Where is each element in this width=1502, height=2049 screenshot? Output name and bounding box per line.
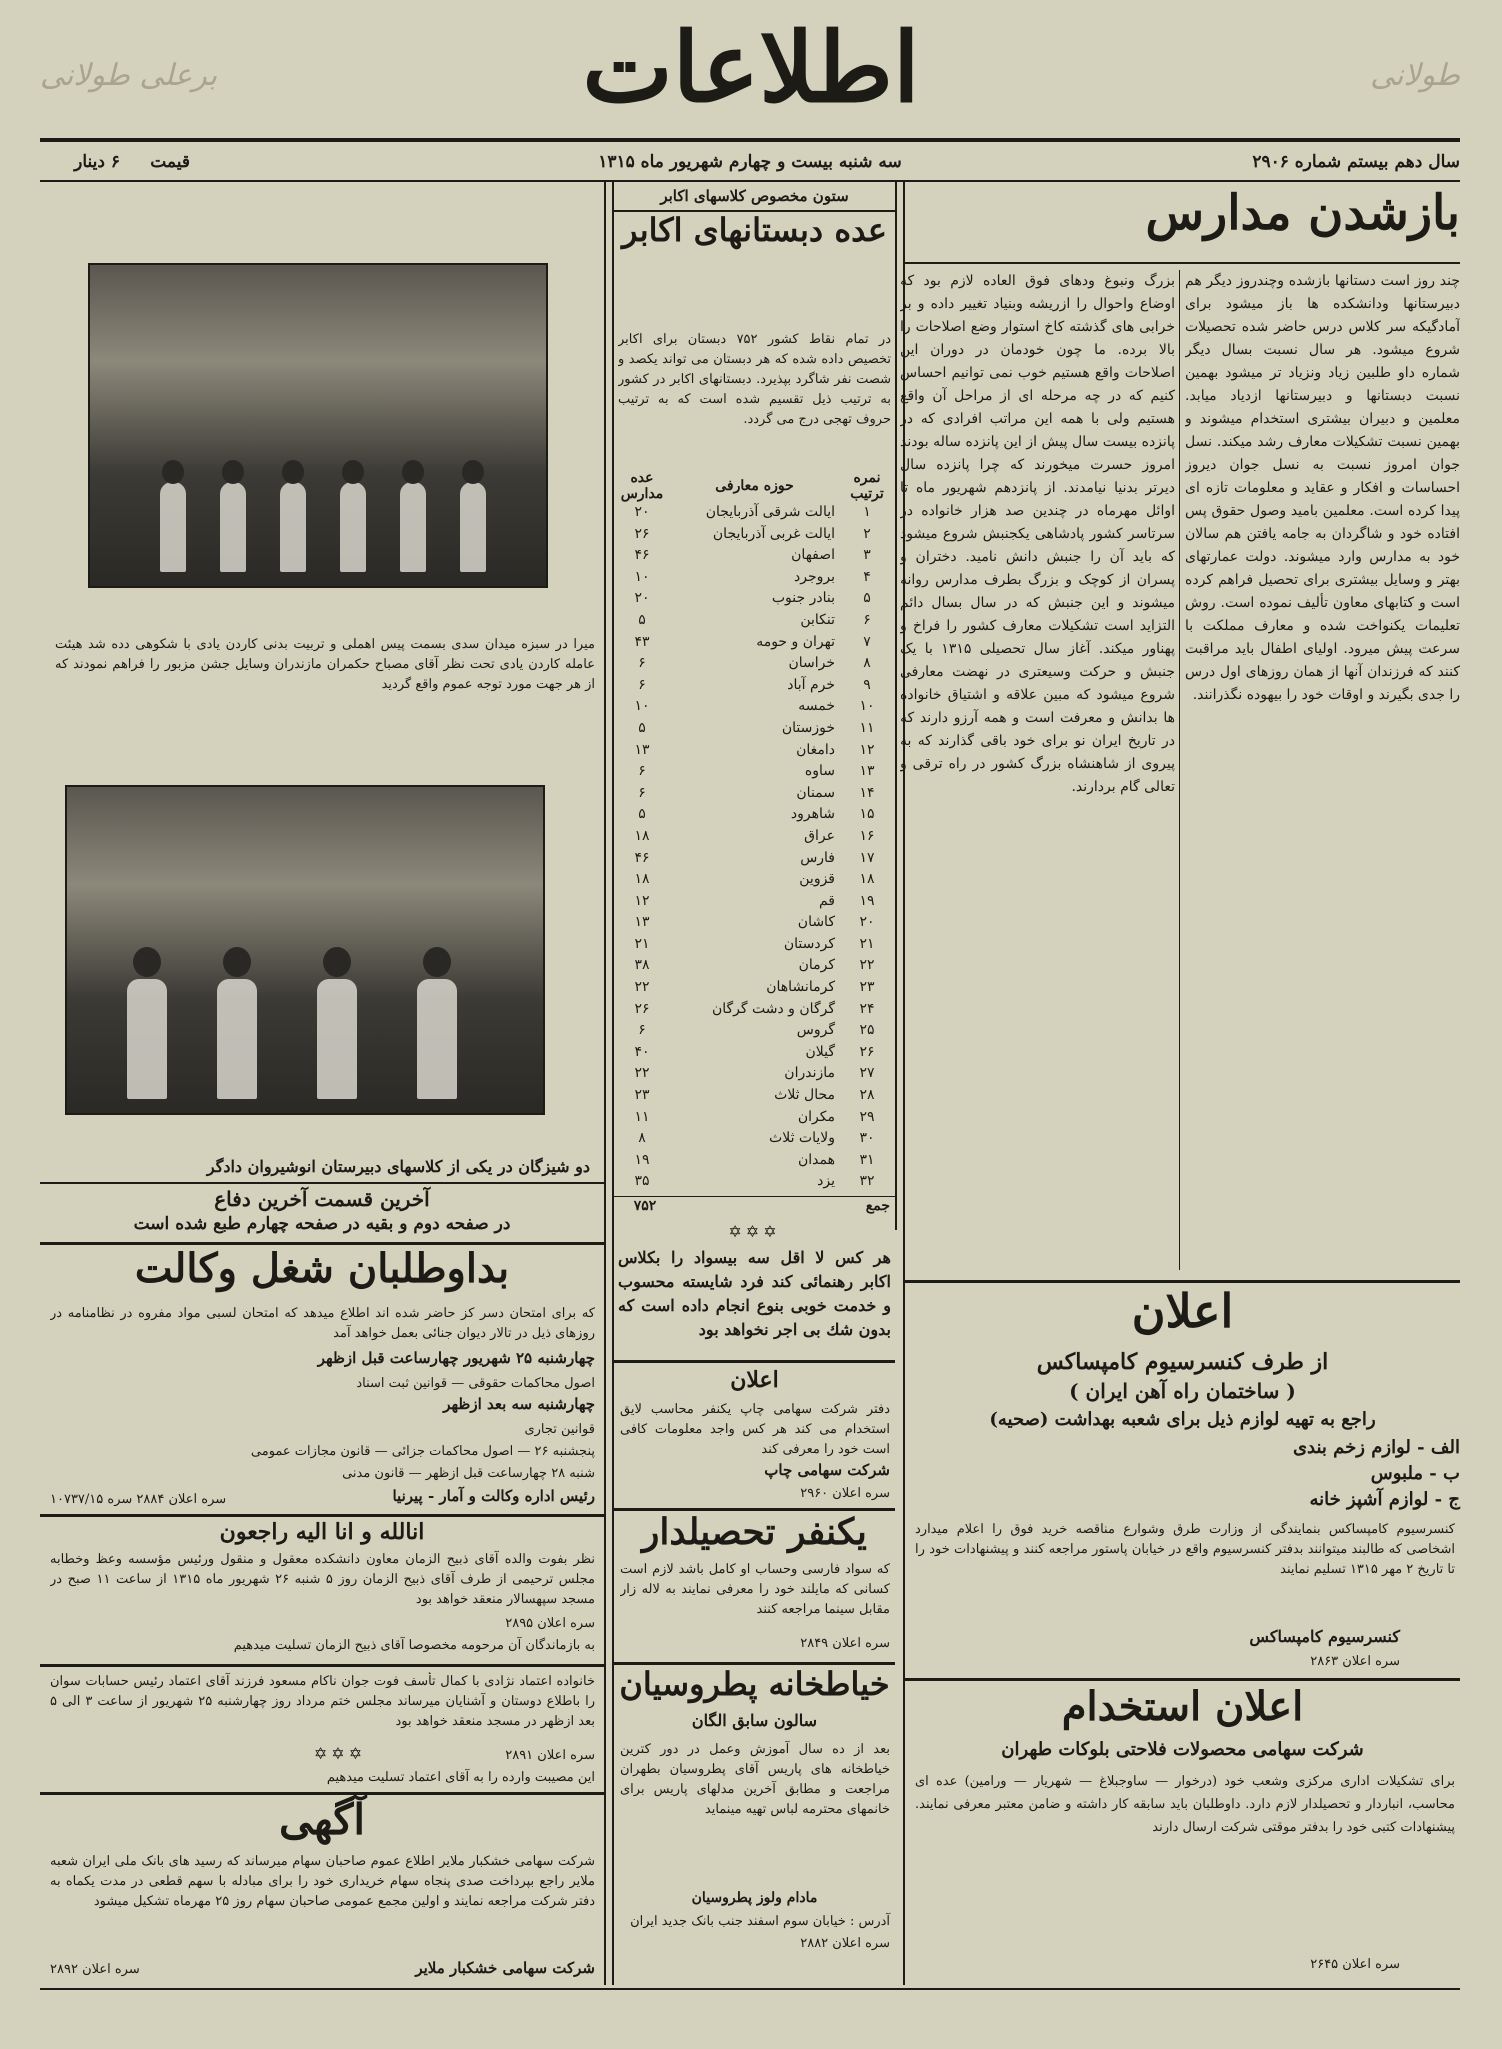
notice-signature: شرکت سهامی خشکبار ملایر bbox=[415, 1959, 595, 1977]
table-total-value: ۷۵۲ bbox=[633, 1198, 657, 1214]
row-number: ۲۸ bbox=[859, 1087, 875, 1104]
row-district: فارس bbox=[800, 849, 835, 866]
table-total-label: جمع bbox=[865, 1198, 890, 1214]
consortium-headline: اعلان bbox=[1131, 1284, 1234, 1338]
row-count: ۵ bbox=[638, 719, 646, 736]
table-row bbox=[614, 999, 895, 1021]
classes-headline: عده دبستانهای اکابر bbox=[622, 211, 887, 249]
tailor-headline: خیاطخانه پطروسیان bbox=[619, 1665, 890, 1703]
row-count: ۲۶ bbox=[634, 1000, 650, 1017]
table-row bbox=[614, 740, 895, 762]
law-line-1: چهارشنبه ۲۵ شهریور چهارساعت قبل ازظهر bbox=[317, 1349, 595, 1367]
row-number: ۱۵ bbox=[859, 806, 875, 823]
row-count: ۱۰ bbox=[634, 698, 650, 715]
tailor-text: بعد از ده سال آموزش وعمل در دور کترین خیاطخانه های پاریس آقای پطروسیان بطهران مراجعت و مطابق آخرین مدلهای پاریس برای خانمهای محترمه لباس تهیه مینماید bbox=[620, 1742, 890, 1817]
table-row bbox=[614, 1171, 895, 1193]
classes-stars: ✡✡✡ bbox=[728, 1222, 781, 1241]
consortium-ref: سره اعلان ۲۸۶۳ bbox=[1310, 1654, 1400, 1669]
row-number: ۲۲ bbox=[859, 957, 875, 974]
law-line-3: چهارشنبه سه بعد ازظهر bbox=[443, 1395, 595, 1413]
row-district: تنکابن bbox=[800, 611, 835, 628]
tailor-ref: سره اعلان ۲۸۸۲ bbox=[800, 1936, 890, 1951]
row-district: ایالت شرقی آذربایجان bbox=[705, 504, 835, 520]
row-number: ۱ bbox=[863, 504, 871, 520]
table-row bbox=[614, 1042, 895, 1064]
row-number: ۷ bbox=[863, 633, 871, 650]
row-district: ولایات ثلاث bbox=[769, 1130, 835, 1147]
law-line-5: پنجشنبه ۲۶ — اصول محاکمات جزائی — قانون مجازات عمومی bbox=[250, 1444, 595, 1459]
notice-text: شرکت سهامی خشکبار ملایر اطلاع عموم صاحبان سهام میرساند که رسید های بانک ملی ایران شعبه ملایر راجع بپرداخت صدی پنجاه سهام خریداری خود را برای مبادله با سهم قطعی در مدت یکماه به دفتر شرکت مراجعه نمایند و اولین مجمع عمومی صاحبان سهام روز ۲۵ مهرماه تشکیل میشود bbox=[50, 1854, 595, 1909]
printing-ref: سره اعلان ۲۹۶۰ bbox=[800, 1486, 890, 1501]
row-district: قزوین bbox=[799, 871, 835, 888]
row-count: ۱۸ bbox=[634, 827, 650, 844]
consortium-signature: کنسرسیوم کامپساکس bbox=[1249, 1627, 1400, 1646]
row-district: گیلان bbox=[805, 1043, 835, 1060]
masthead-ghost-left: برعلی طولانی bbox=[40, 58, 218, 93]
table-row bbox=[614, 653, 895, 675]
employment-ref: سره اعلان ۲۶۴۵ bbox=[1310, 1957, 1400, 1972]
row-count: ۲۲ bbox=[634, 1065, 650, 1082]
table-row bbox=[614, 891, 895, 913]
row-number: ۹ bbox=[863, 676, 871, 693]
row-district: قم bbox=[818, 892, 835, 909]
row-district: ایالت غربی آذربایجان bbox=[712, 525, 835, 542]
masthead-title: اطلاعات bbox=[582, 11, 920, 124]
row-number: ۲۱ bbox=[859, 935, 875, 952]
table-row bbox=[614, 869, 895, 891]
table-row bbox=[614, 783, 895, 805]
table-row bbox=[614, 826, 895, 848]
row-count: ۴۰ bbox=[634, 1043, 650, 1060]
table-row bbox=[614, 675, 895, 697]
classes-kicker: ستون مخصوص کلاسهای اکابر bbox=[660, 187, 849, 205]
row-district: ساوه bbox=[804, 763, 835, 780]
consortium-item-2: ب - ملبوس bbox=[1370, 1463, 1460, 1484]
row-count: ۱۰ bbox=[634, 568, 650, 585]
schools-headline: بازشدن مدارس bbox=[1145, 185, 1460, 241]
row-number: ۳۰ bbox=[859, 1130, 875, 1147]
row-count: ۲۱ bbox=[634, 935, 650, 952]
schools-column-right: چند روز است دستانها بازشده وچندروز دیگر هم دبیرستانها ودانشکده ها باز میشود برای آمادگیکه سر کلاس درس حاضر شده تحصیلات شروع میشود. هر سال نسبت بسال دیگر شماره داو طلبین زیاد ونزیاد تر میشود بهمین نسبت دبستانها و دبیرستانها ازدیاد میابد. معلمین و دبیران بیشتری استخدام میشوند و بهمین نسبت تشکیلات معارف رشد میکند. نسل جوان امروز نسبت به نسل جوان دیروز احساسات و افکار و عقاید و معلومات تازه ای پیدا کرده است. معلمین بامید وصول حقوق پس افتاده خود و شاگردان به جامه یافتن هم سالان خود به مدارس وارد میشوند. دولت عمارتهای بهتر و وسایل بیشتری برای تحصیل فراهم کرده است و کتابهای معاون تألیف نموده است. روش تعلیمات یکنواخت شده و معارف مملکت با سرعت پیش میرود. اولیای اطفال باید مراقبت کنند که فرزندان آنها از همان روزهای اول درس را جدی بگیرند و اوقات خود را بیهوده نگذرانند. bbox=[1185, 273, 1460, 703]
issue-date: سه شنبه بیست و چهارم شهریور ماه ۱۳۱۵ bbox=[598, 152, 902, 172]
row-count: ۳۵ bbox=[634, 1173, 650, 1190]
row-count: ۸ bbox=[638, 1130, 646, 1147]
notice-ref: سره اعلان ۲۸۹۲ bbox=[50, 1962, 140, 1977]
law-line-6: شنبه ۲۸ چهارساعت قبل ازظهر — قانون مدنی bbox=[342, 1466, 595, 1481]
classes-intro: در تمام نقاط کشور ۷۵۲ دبستان برای اکابر تخصیص داده شده که هر دبستان می تواند یکصد و شصت نفر شاگرد بپذیرد. دبستانهای اکابر در کشور به ترتیب ذیل تقسیم شده است که به ترتیب حروف تهجی درج می گردد. bbox=[618, 332, 891, 427]
row-district: سمنان bbox=[796, 784, 835, 801]
consortium-item-1: الف - لوازم زخم بندی bbox=[1292, 1437, 1460, 1458]
row-number: ۱۸ bbox=[859, 871, 875, 888]
table-row bbox=[614, 1150, 895, 1172]
collector-ref: سره اعلان ۲۸۴۹ bbox=[800, 1636, 890, 1651]
row-district: شاهرود bbox=[790, 806, 835, 823]
table-row bbox=[614, 1128, 895, 1150]
condolence-ref: سره اعلان ۲۸۹۵ bbox=[505, 1616, 595, 1631]
condolence-title: انالله و انا الیه راجعون bbox=[219, 1519, 425, 1545]
table-row bbox=[614, 524, 895, 546]
row-count: ۶ bbox=[638, 763, 646, 780]
table-row bbox=[614, 848, 895, 870]
row-district: کرمان bbox=[798, 957, 835, 974]
table-row bbox=[614, 804, 895, 826]
row-number: ۲۵ bbox=[859, 1022, 875, 1039]
row-district: خرم آباد bbox=[787, 676, 835, 693]
consortium-text: کنسرسیوم کامپساکس بنمایندگی از وزارت طرق وشوارع مناقصه خرید فوق را اعلام میدارد اشخاصی که طالبند میتوانند بدفتر کنسرسیوم واقع در خیابان پاستور مراجعه کنند و پیشنهادات خود را تا تاریخ ۲ مهر ۱۳۱۵ تسلیم نمایند bbox=[915, 1522, 1455, 1577]
row-district: خراسان bbox=[788, 655, 835, 672]
row-number: ۲ bbox=[863, 525, 871, 542]
consortium-from: از طرف کنسرسیوم کامپساکس bbox=[1036, 1349, 1329, 1375]
consortium-sub: ( ساختمان راه آهن ایران ) bbox=[1069, 1379, 1296, 1403]
table-row bbox=[614, 502, 895, 524]
row-district: بنادر جنوب bbox=[771, 590, 835, 607]
row-count: ۵ bbox=[638, 806, 646, 823]
table-row bbox=[614, 955, 895, 977]
row-number: ۱۶ bbox=[859, 827, 875, 844]
row-number: ۱۱ bbox=[859, 719, 875, 736]
family-stars: ✡✡✡ bbox=[313, 1744, 367, 1763]
employment-company: شرکت سهامی محصولات فلاحتی بلوکات طهران bbox=[1001, 1739, 1364, 1760]
row-number: ۲۹ bbox=[859, 1108, 875, 1125]
table-row bbox=[614, 761, 895, 783]
table-row bbox=[614, 696, 895, 718]
masthead-ghost-right: طولانی bbox=[1370, 58, 1460, 93]
price-value: ۶ دینار bbox=[74, 152, 120, 172]
table-row bbox=[614, 1020, 895, 1042]
row-number: ۸ bbox=[863, 655, 871, 672]
printing-text: دفتر شرکت سهامی چاپ یکنفر محاسب لایق استخدام می کند هر کس واجد معلومات کافی است خود را معرفی کند bbox=[620, 1402, 890, 1457]
row-district: مازندران bbox=[784, 1065, 835, 1082]
tailor-subtitle: سالون سابق الگان bbox=[691, 1711, 818, 1730]
family-closing: این مصیبت وارده را به آقای اعتماد تسلیت میدهیم bbox=[326, 1770, 595, 1785]
row-district: محال ثلاث bbox=[774, 1087, 835, 1104]
row-district: خوزستان bbox=[781, 719, 835, 736]
classes-closing: هر کس لا اقل سه بیسواد را بکلاس اکابر رهنمائی کند فرد شایسته محسوب و خدمت خوبی بنوع انجام داده است که بدون شك بی اجر نخواهد بود bbox=[618, 1248, 891, 1339]
row-number: ۲۰ bbox=[859, 914, 875, 931]
row-count: ۲۲ bbox=[634, 979, 650, 996]
table-row bbox=[614, 1063, 895, 1085]
row-number: ۴ bbox=[863, 568, 871, 585]
family-text: خانواده اعتماد نژادی با کمال تأسف فوت جوان ناکام مسعود فرزند آقای اعتماد رئیس حسابات سوان را باطلاع دوستان و آشنایان میرساند مجلس ختم مرداد روز چهارشنبه ۲۵ شهریور از ساعت ۳ الی ۵ بعد ازظهر در مسجد منعقد خواهد بود bbox=[50, 1674, 595, 1729]
row-count: ۶ bbox=[638, 676, 646, 693]
employment-headline: اعلان استخدام bbox=[1061, 1683, 1304, 1730]
row-count: ۱۲ bbox=[634, 892, 650, 909]
law-line-2: اصول محاکمات حقوقی — قوانین ثبت اسناد bbox=[356, 1376, 595, 1391]
row-number: ۶ bbox=[863, 611, 871, 628]
family-ref: سره اعلان ۲۸۹۱ bbox=[505, 1748, 595, 1763]
table-row bbox=[614, 977, 895, 999]
row-count: ۱۸ bbox=[634, 871, 650, 888]
table-row bbox=[614, 718, 895, 740]
employment-text: برای تشکیلات اداری مرکزی وشعب خود (درخوار — ساوجبلاغ — شهریار — ورامین) عده ای محاسب، انباردار و تحصیلدار لازم دارد. داوطلبان باید سابقه کار داشته و ضامن معتبر معرفی نمایند. پیشنهادات کتبی خود را بدفتر موقتی شرکت ارسال دارند bbox=[915, 1774, 1455, 1835]
row-number: ۱۳ bbox=[859, 763, 875, 780]
row-number: ۲۴ bbox=[859, 1000, 875, 1017]
row-number: ۱۰ bbox=[859, 698, 875, 715]
consortium-subject: راجع به تهیه لوازم ذیل برای شعبه بهداشت (صحیه) bbox=[989, 1409, 1376, 1430]
table-header-number: نمره ترتیب bbox=[850, 470, 884, 502]
row-count: ۶ bbox=[638, 1022, 646, 1039]
law-signature: رئیس اداره وکالت و آمار - پیرنیا bbox=[392, 1487, 595, 1505]
photo-schoolgirls bbox=[65, 785, 545, 1115]
row-count: ۲۰ bbox=[634, 590, 650, 607]
table-header-count: عده مدارس bbox=[620, 470, 664, 502]
defense-note-title: آخرین قسمت آخرین دفاع bbox=[214, 1187, 430, 1211]
row-district: خمسه bbox=[798, 698, 835, 715]
row-district: گروس bbox=[796, 1022, 835, 1039]
row-district: تهران و حومه bbox=[756, 633, 835, 650]
photo-garden-party bbox=[88, 263, 548, 588]
row-count: ۲۶ bbox=[634, 525, 650, 542]
row-number: ۲۷ bbox=[859, 1065, 875, 1082]
condolence-text: نظر بفوت والده آقای ذبیح الزمان معاون دانشکده معقول و منقول ورئیس مؤسسه وعظ وخطابه مجلس ترحیمی از طرف آقای ذبیح الزمان روز ۵ شنبه ۲۶ شهریور ماه ۱۳۱۵ از ساعت ۱۱ صبح در مسجد سپهسالار منعقد خواهد بود bbox=[50, 1552, 595, 1607]
table-row bbox=[614, 934, 895, 956]
row-count: ۱۳ bbox=[634, 914, 650, 931]
price-label: قیمت bbox=[150, 152, 190, 172]
row-number: ۳ bbox=[863, 547, 871, 564]
row-number: ۱۴ bbox=[859, 784, 875, 801]
row-district: دامغان bbox=[796, 741, 835, 758]
row-district: کرمانشاهان bbox=[766, 979, 835, 996]
table-row bbox=[614, 567, 895, 589]
row-count: ۱۱ bbox=[634, 1108, 650, 1125]
row-number: ۱۲ bbox=[859, 741, 875, 758]
table-row bbox=[614, 1107, 895, 1129]
schools-column-left: بزرگ ونبوغ ودهای فوق العاده لازم بود که اوضاع واحوال را ازریشه وبنیاد تغییر داده و بر خرابی های گذشته کاخ استوار وضع اصلاحات را بالا برده. ما چون خودمان در دوران این اصلاحات واقع هستیم خوب نمی توانیم احساس کنیم که در چه مرحله ای از مراحل آن واقع هستیم ولی با همه این مراتب افرادی که در پانزده بیست سال پیش از این پانزده ساله بودند امروز حسرت میخورند که چرا پانزده سال دیرتر بدنیا نیامدند. از پانزدهم شهریور ماه تا اوائل مهرماه در چندین صد هزار خانواده در سرتاسر کشور پادشاهی یکجنبش شروع میشود که باید آن را جنبش دانش نامید. دختران و پسران از کوچک و بزرگ بطرف مدارس روانه میشوند و این جنبش که در سال بسال دائم التزاید است تشکیلات معارف کشور را فراخ و پهناور میکند. آغاز سال تحصیلی ۱۳۱۵ با یک جنبش و حرکت وسیعتری در نهضت معارفی شروع میشود که مبین علاقه و اشتیاق خانواده ها بدانش و معرفت است و همه آرزو دارند که در تاریخ ایران نو برای خود باقی گذارند که به پیروی از شاهنشاه بزرگ کشور در راه ترقی و تعالی گام بردارند. bbox=[900, 273, 1175, 795]
table-row bbox=[614, 545, 895, 567]
row-count: ۲۰ bbox=[634, 504, 650, 520]
issue-number: سال دهم بیستم شماره ۲۹۰۶ bbox=[1252, 152, 1460, 172]
row-number: ۳۲ bbox=[859, 1173, 875, 1190]
row-district: عراق bbox=[804, 827, 835, 844]
tailor-address: آدرس : خیابان سوم اسفند جنب بانک جدید ایران bbox=[630, 1914, 890, 1929]
collector-headline: یکنفر تحصیلدار bbox=[642, 1511, 867, 1553]
row-district: بروجرد bbox=[794, 568, 835, 585]
consortium-item-3: ج - لوازم آشپز خانه bbox=[1309, 1489, 1460, 1510]
row-district: یزد bbox=[817, 1173, 835, 1190]
row-count: ۱۳ bbox=[634, 741, 650, 758]
table-row bbox=[614, 588, 895, 610]
tailor-signature: مادام ولوز پطروسیان bbox=[691, 1890, 818, 1906]
row-count: ۴۶ bbox=[634, 849, 650, 866]
row-count: ۶ bbox=[638, 784, 646, 801]
condolence-closing: به بازماندگان آن مرحومه مخصوصا آقای ذبیح الزمان تسلیت میدهیم bbox=[233, 1638, 595, 1653]
row-number: ۱۷ bbox=[859, 849, 875, 866]
classes-table bbox=[614, 470, 895, 1193]
row-district: کاشان bbox=[797, 914, 835, 931]
row-district: اصفهان bbox=[791, 547, 835, 564]
row-number: ۱۹ bbox=[859, 892, 875, 909]
row-number: ۳۱ bbox=[859, 1151, 875, 1168]
law-ref: سره اعلان ۲۸۸۴ سره ۱۰۷۳۷/۱۵ bbox=[50, 1492, 227, 1507]
notice-headline: آگهی bbox=[278, 1795, 366, 1844]
row-count: ۶ bbox=[638, 655, 646, 672]
photo-schoolgirls-caption: دو شیزگان در یکی از کلاسهای دبیرستان انوشیروان دادگر bbox=[206, 1157, 590, 1176]
row-count: ۳۸ bbox=[634, 957, 650, 974]
collector-text: که سواد فارسی وحساب او کامل باشد لازم است کسانی که مایلند خود را معرفی نمایند به لاله زار مقابل سینما مراجعه کنند bbox=[620, 1562, 890, 1617]
table-row bbox=[614, 632, 895, 654]
printing-signature: شرکت سهامی چاپ bbox=[764, 1461, 890, 1479]
table-row bbox=[614, 610, 895, 632]
row-district: مکران bbox=[797, 1108, 835, 1125]
photo-garden-caption: میرا در سبزه میدان سدی بسمت پیس اهملی و تربیت بدنی کاردن یادی با شکوهی دده شد هیئت عامله کاردن یادی تحت نظر آقای مصباح حکمران مازندران وسایل جشن مزبور را فراهم نمودند که از هر جهت مورد توجه عموم واقع گردید bbox=[55, 637, 595, 692]
row-count: ۴۳ bbox=[634, 633, 650, 650]
row-count: ۴۶ bbox=[634, 547, 650, 564]
row-number: ۵ bbox=[863, 590, 871, 607]
defense-note-pages: در صفحه دوم و بقیه در صفحه چهارم طبع شده است bbox=[133, 1214, 511, 1234]
law-headline: بداوطلبان شغل وکالت bbox=[134, 1245, 510, 1292]
law-line-4: قوانین تجاری bbox=[524, 1422, 595, 1437]
row-count: ۲۳ bbox=[634, 1087, 650, 1104]
row-district: کردستان bbox=[783, 935, 835, 952]
row-count: ۱۹ bbox=[634, 1151, 650, 1168]
row-number: ۲۳ bbox=[859, 979, 875, 996]
row-count: ۵ bbox=[638, 611, 646, 628]
printing-title: اعلان bbox=[730, 1367, 779, 1393]
table-row bbox=[614, 1085, 895, 1107]
law-text: که برای امتحان دسر کز حاضر شده اند اطلاع میدهد که امتحان لسبی مواد مفروه در نظامنامه در روزهای ذیل در تالار دیوان جنائی بعمل خواهد آمد bbox=[50, 1306, 595, 1341]
table-header-district: حوزه معارفی bbox=[715, 478, 794, 494]
table-row bbox=[614, 912, 895, 934]
row-number: ۲۶ bbox=[859, 1043, 875, 1060]
row-district: همدان bbox=[798, 1151, 835, 1168]
row-district: گرگان و دشت گرگان bbox=[711, 1000, 835, 1017]
